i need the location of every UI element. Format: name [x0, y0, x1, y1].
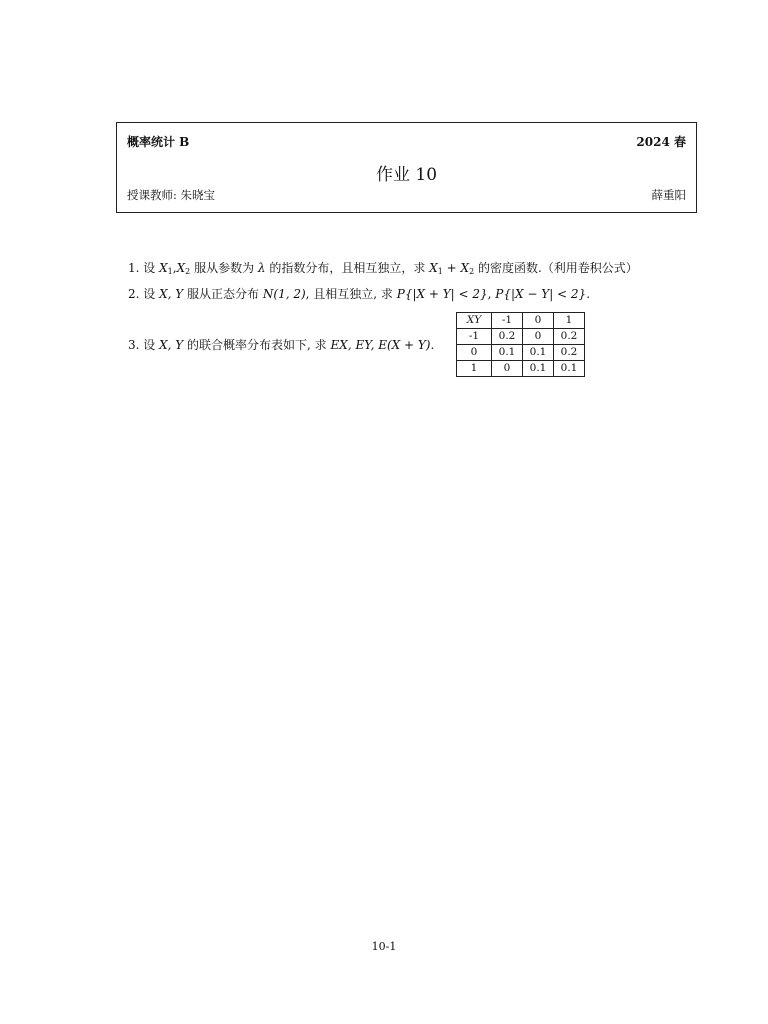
table-cell: 0.1 [554, 361, 585, 377]
math-subscript: 1 [167, 267, 173, 276]
table-row [457, 329, 585, 345]
table-cell: 0.2 [554, 329, 585, 345]
math-var: X [159, 261, 168, 275]
teacher-name: 授课教师: 朱晓宝 [127, 188, 216, 202]
math-vars: X, Y [159, 338, 184, 352]
math-subscript: 1 [437, 267, 443, 276]
math-lambda: λ [257, 261, 266, 275]
student-name: 薛重阳 [651, 188, 686, 202]
math-operator: + [442, 261, 461, 275]
course-name: 概率统计 B [127, 135, 190, 149]
math-probability-1: P{|X + Y| < 2} [396, 287, 488, 301]
table-header-cell: 1 [554, 313, 585, 329]
problem-text: 设 [143, 261, 156, 275]
table-row [457, 345, 585, 361]
table-header-row [457, 313, 585, 329]
table-header-cell: 0 [523, 313, 554, 329]
table-cell: 0 [523, 329, 554, 345]
problem-text: 服从参数为 [194, 261, 255, 275]
math-subscript: 2 [185, 267, 191, 276]
problem-1 [128, 259, 638, 276]
term: 2024 春 [636, 135, 686, 149]
problem-number: 2. [128, 287, 140, 301]
table-cell: 0.1 [523, 361, 554, 377]
table-cell: 0.1 [523, 345, 554, 361]
problem-text: , 且相互独立, 求 [305, 287, 393, 301]
math-expectations: EX, EY, E(X + Y) [330, 338, 431, 352]
table-header-cell: XY [457, 313, 492, 329]
math-vars: X, Y [159, 287, 184, 301]
problem-text: 的联合概率分布表如下, 求 [187, 338, 327, 352]
problem-text: 设 [143, 338, 156, 352]
problem-text: 设 [143, 287, 156, 301]
problem-text: 的指数分布，且相互独立，求 [269, 261, 426, 275]
math-separator: , [172, 261, 177, 275]
table-cell: 0 [492, 361, 523, 377]
table-row [457, 361, 585, 377]
problem-3 [128, 336, 434, 353]
problem-text: 的密度函数.（利用卷积公式） [477, 261, 638, 275]
table-header-cell: -1 [492, 313, 523, 329]
problem-text: 服从正态分布 [187, 287, 260, 301]
joint-distribution-table [456, 312, 585, 377]
math-distribution: N(1, 2) [262, 287, 306, 301]
math-var: X [429, 261, 438, 275]
table-cell: 0.1 [492, 345, 523, 361]
problem-2 [128, 285, 590, 302]
math-var: X [460, 261, 470, 275]
table-cell: 0 [457, 345, 492, 361]
math-subscript: 2 [469, 267, 475, 276]
math-separator: . [586, 287, 591, 301]
table-cell: -1 [457, 329, 492, 345]
table-cell: 0.2 [492, 329, 523, 345]
math-probability-2: P{|X − Y| < 2} [495, 287, 587, 301]
assignment-header-box [116, 122, 697, 213]
assignment-title: 作业 10 [375, 165, 438, 185]
math-separator: . [430, 338, 435, 352]
problem-number: 3. [128, 338, 140, 352]
math-separator: , [487, 287, 496, 301]
page-number: 10-1 [371, 940, 397, 953]
table-cell: 0.2 [554, 345, 585, 361]
table-cell: 1 [457, 361, 492, 377]
math-var: X [176, 261, 186, 275]
problem-number: 1. [128, 261, 140, 275]
